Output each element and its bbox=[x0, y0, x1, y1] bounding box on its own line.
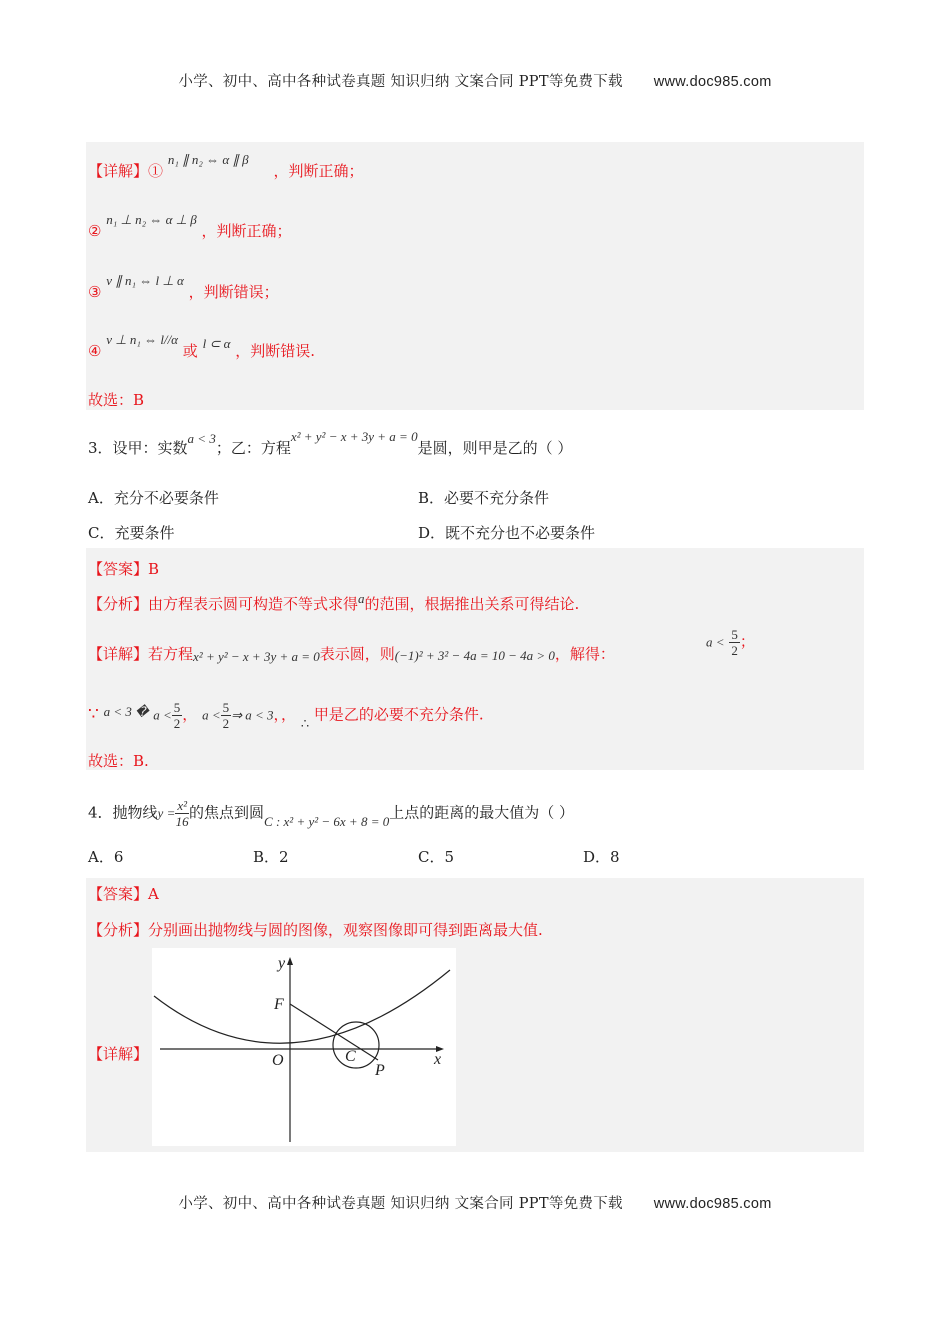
q2-item-2-num: ② bbox=[88, 222, 102, 240]
q2-item-1-text: ，判断正确； bbox=[273, 162, 364, 180]
q2-choice: 故选：B bbox=[88, 391, 145, 409]
q3-detail-part-c: ，解得： bbox=[554, 645, 615, 663]
q4-analysis-label: 【分析】 bbox=[88, 921, 149, 939]
header-url[interactable]: www.doc985.com bbox=[653, 74, 772, 90]
q3-stem-part-a: 3．设甲：实数 bbox=[88, 439, 188, 457]
q4-option-d[interactable]: D．8 bbox=[583, 848, 620, 866]
q3-option-a[interactable]: A．充分不必要条件 bbox=[88, 489, 219, 507]
q4-option-b[interactable]: B．2 bbox=[253, 848, 289, 866]
q3-l2-math-3b: ⇒ a < 3 bbox=[231, 707, 274, 723]
q2-detail-line-1 bbox=[88, 152, 364, 181]
label-f: F bbox=[274, 996, 284, 1013]
q3-detail-part-a: 若方程 bbox=[148, 645, 194, 663]
fraction-denominator: 2 bbox=[731, 643, 738, 658]
q3-detail-part-b: 表示圆，则 bbox=[319, 645, 395, 663]
because-symbol: ∵ bbox=[88, 704, 99, 725]
parabola-circle-graph bbox=[152, 948, 456, 1146]
q3-l2-comma-2: ，， bbox=[273, 705, 297, 724]
q2-item-3-num: ③ bbox=[88, 283, 102, 301]
fraction-denominator: 2 bbox=[222, 716, 230, 731]
q4-stem-y: y = bbox=[157, 805, 176, 821]
q2-item-4-or: 或 bbox=[182, 342, 198, 360]
q2-item-2-text: ，判断正确； bbox=[201, 222, 292, 240]
q3-stem bbox=[88, 429, 573, 458]
graph-background bbox=[152, 948, 456, 1146]
q2-item-2-math: n₁ ⊥ n₂ ⇔ α ⊥ β bbox=[106, 212, 197, 227]
q3-l2-text: 甲是乙的必要不充分条件. bbox=[313, 705, 484, 724]
q2-item-3-math: v ∥ n₁ ⇔ l ⊥ α bbox=[106, 273, 184, 288]
q3-l2-fraction-2 bbox=[221, 700, 232, 731]
fraction-numerator: 5 bbox=[222, 700, 230, 715]
q3-detail-line-2 bbox=[88, 700, 484, 731]
q3-detail-math-1: x² + y² − x + 3y + a = 0 bbox=[193, 649, 320, 664]
q2-item-3-text: ，判断错误； bbox=[188, 283, 279, 301]
q3-answer: 【答案】B bbox=[88, 560, 160, 578]
q3-analysis-part-a: 由方程表示圆可构造不等式求得 bbox=[148, 595, 359, 613]
q2-item-4-num: ④ bbox=[88, 342, 102, 360]
q3-analysis bbox=[88, 593, 579, 614]
q3-option-c[interactable]: C．充要条件 bbox=[88, 524, 175, 542]
label-c: C bbox=[345, 1048, 356, 1065]
q4-analysis bbox=[88, 919, 543, 940]
q2-solution-box bbox=[86, 142, 864, 410]
q4-stem-part-c: 上点的距离的最大值为（ ） bbox=[389, 803, 575, 822]
q4-stem bbox=[88, 798, 574, 829]
q3-option-b[interactable]: B．必要不充分条件 bbox=[418, 489, 550, 507]
therefore-symbol: ∴ bbox=[300, 716, 310, 732]
q3-detail-label: 【详解】 bbox=[88, 645, 149, 663]
header-text: 小学、初中、高中各种试卷真题 知识归纳 文案合同 PPT等免费下载 bbox=[178, 74, 623, 90]
q3-detail-math-2: (−1)² + 3² − 4a = 10 − 4a > 0 bbox=[394, 648, 555, 663]
q3-analysis-part-b: 的范围，根据推出关系可得结论. bbox=[364, 595, 580, 613]
q3-l2-math-2: a < bbox=[153, 707, 172, 723]
q4-detail-label: 【详解】 bbox=[88, 1045, 149, 1063]
q3-detail-result bbox=[706, 627, 755, 658]
fraction-numerator: x² bbox=[177, 798, 188, 813]
q3-l2-comma-1: ， bbox=[182, 705, 198, 724]
label-o: O bbox=[272, 1052, 284, 1069]
q3-analysis-label: 【分析】 bbox=[88, 595, 149, 613]
q4-stem-math: C : x² + y² − 6x + 8 = 0 bbox=[264, 813, 390, 829]
q4-stem-part-b: 的焦点到圆 bbox=[189, 803, 265, 822]
label-p: P bbox=[375, 1062, 385, 1079]
q2-detail-line-4 bbox=[88, 332, 315, 361]
q3-choice: 故选：B. bbox=[88, 752, 149, 770]
fraction-numerator: 5 bbox=[731, 627, 738, 642]
q2-item-4-text: ，判断错误. bbox=[235, 342, 315, 360]
q4-answer: 【答案】A bbox=[88, 885, 159, 903]
q4-stem-part-a: 4．抛物线 bbox=[88, 803, 158, 822]
fraction-denominator: 16 bbox=[175, 814, 189, 829]
q4-option-c[interactable]: C．5 bbox=[418, 848, 455, 866]
q4-fraction-x2-16 bbox=[175, 798, 189, 829]
q2-detail-label: 【详解】 bbox=[88, 162, 149, 180]
footer-url[interactable]: www.doc985.com bbox=[653, 1196, 772, 1212]
q3-analysis-var: a bbox=[358, 591, 365, 606]
q2-detail-line-3 bbox=[88, 273, 279, 302]
q3-detail-part-d: ； bbox=[739, 632, 755, 651]
q4-option-a[interactable]: A．6 bbox=[88, 848, 124, 866]
q2-item-4-math-2: l ⊂ α bbox=[202, 336, 231, 351]
q2-item-4-math-1: v ⊥ n₁ ⇔ l//α bbox=[106, 332, 179, 347]
fraction-numerator: 5 bbox=[173, 700, 181, 715]
q2-item-1-num: ① bbox=[148, 162, 164, 180]
q3-detail-line-1 bbox=[88, 643, 615, 664]
q4-analysis-text: 分别画出抛物线与圆的图像，观察图像即可得到距离最大值. bbox=[148, 921, 543, 939]
q3-option-d[interactable]: D．既不充分也不必要条件 bbox=[418, 524, 596, 542]
q3-stem-math-2: x² + y² − x + 3y + a = 0 bbox=[290, 429, 418, 444]
q3-l2-fraction-1 bbox=[172, 700, 183, 731]
footer-text: 小学、初中、高中各种试卷真题 知识归纳 文案合同 PPT等免费下载 bbox=[178, 1196, 623, 1212]
q3-fraction-5-2 bbox=[729, 627, 740, 658]
fraction-denominator: 2 bbox=[173, 716, 181, 731]
q3-detail-math-3: a < bbox=[706, 634, 725, 650]
q3-stem-math-1: a < 3 bbox=[187, 431, 216, 446]
q2-item-1-math: n₁ ∥ n₂ ⇔ α ∥ β bbox=[167, 152, 249, 167]
q2-detail-line-2 bbox=[88, 212, 292, 241]
q3-stem-part-b: ；乙：方程 bbox=[215, 439, 291, 457]
q3-l2-math-3a: a < bbox=[202, 707, 221, 723]
page-footer bbox=[0, 1192, 950, 1213]
label-x: x bbox=[434, 1051, 442, 1068]
q3-stem-part-c: 是圆，则甲是乙的（ ） bbox=[417, 439, 573, 457]
label-y: y bbox=[278, 955, 286, 972]
page-header bbox=[0, 70, 950, 91]
q3-l2-math-1: a < 3 � bbox=[103, 703, 149, 719]
